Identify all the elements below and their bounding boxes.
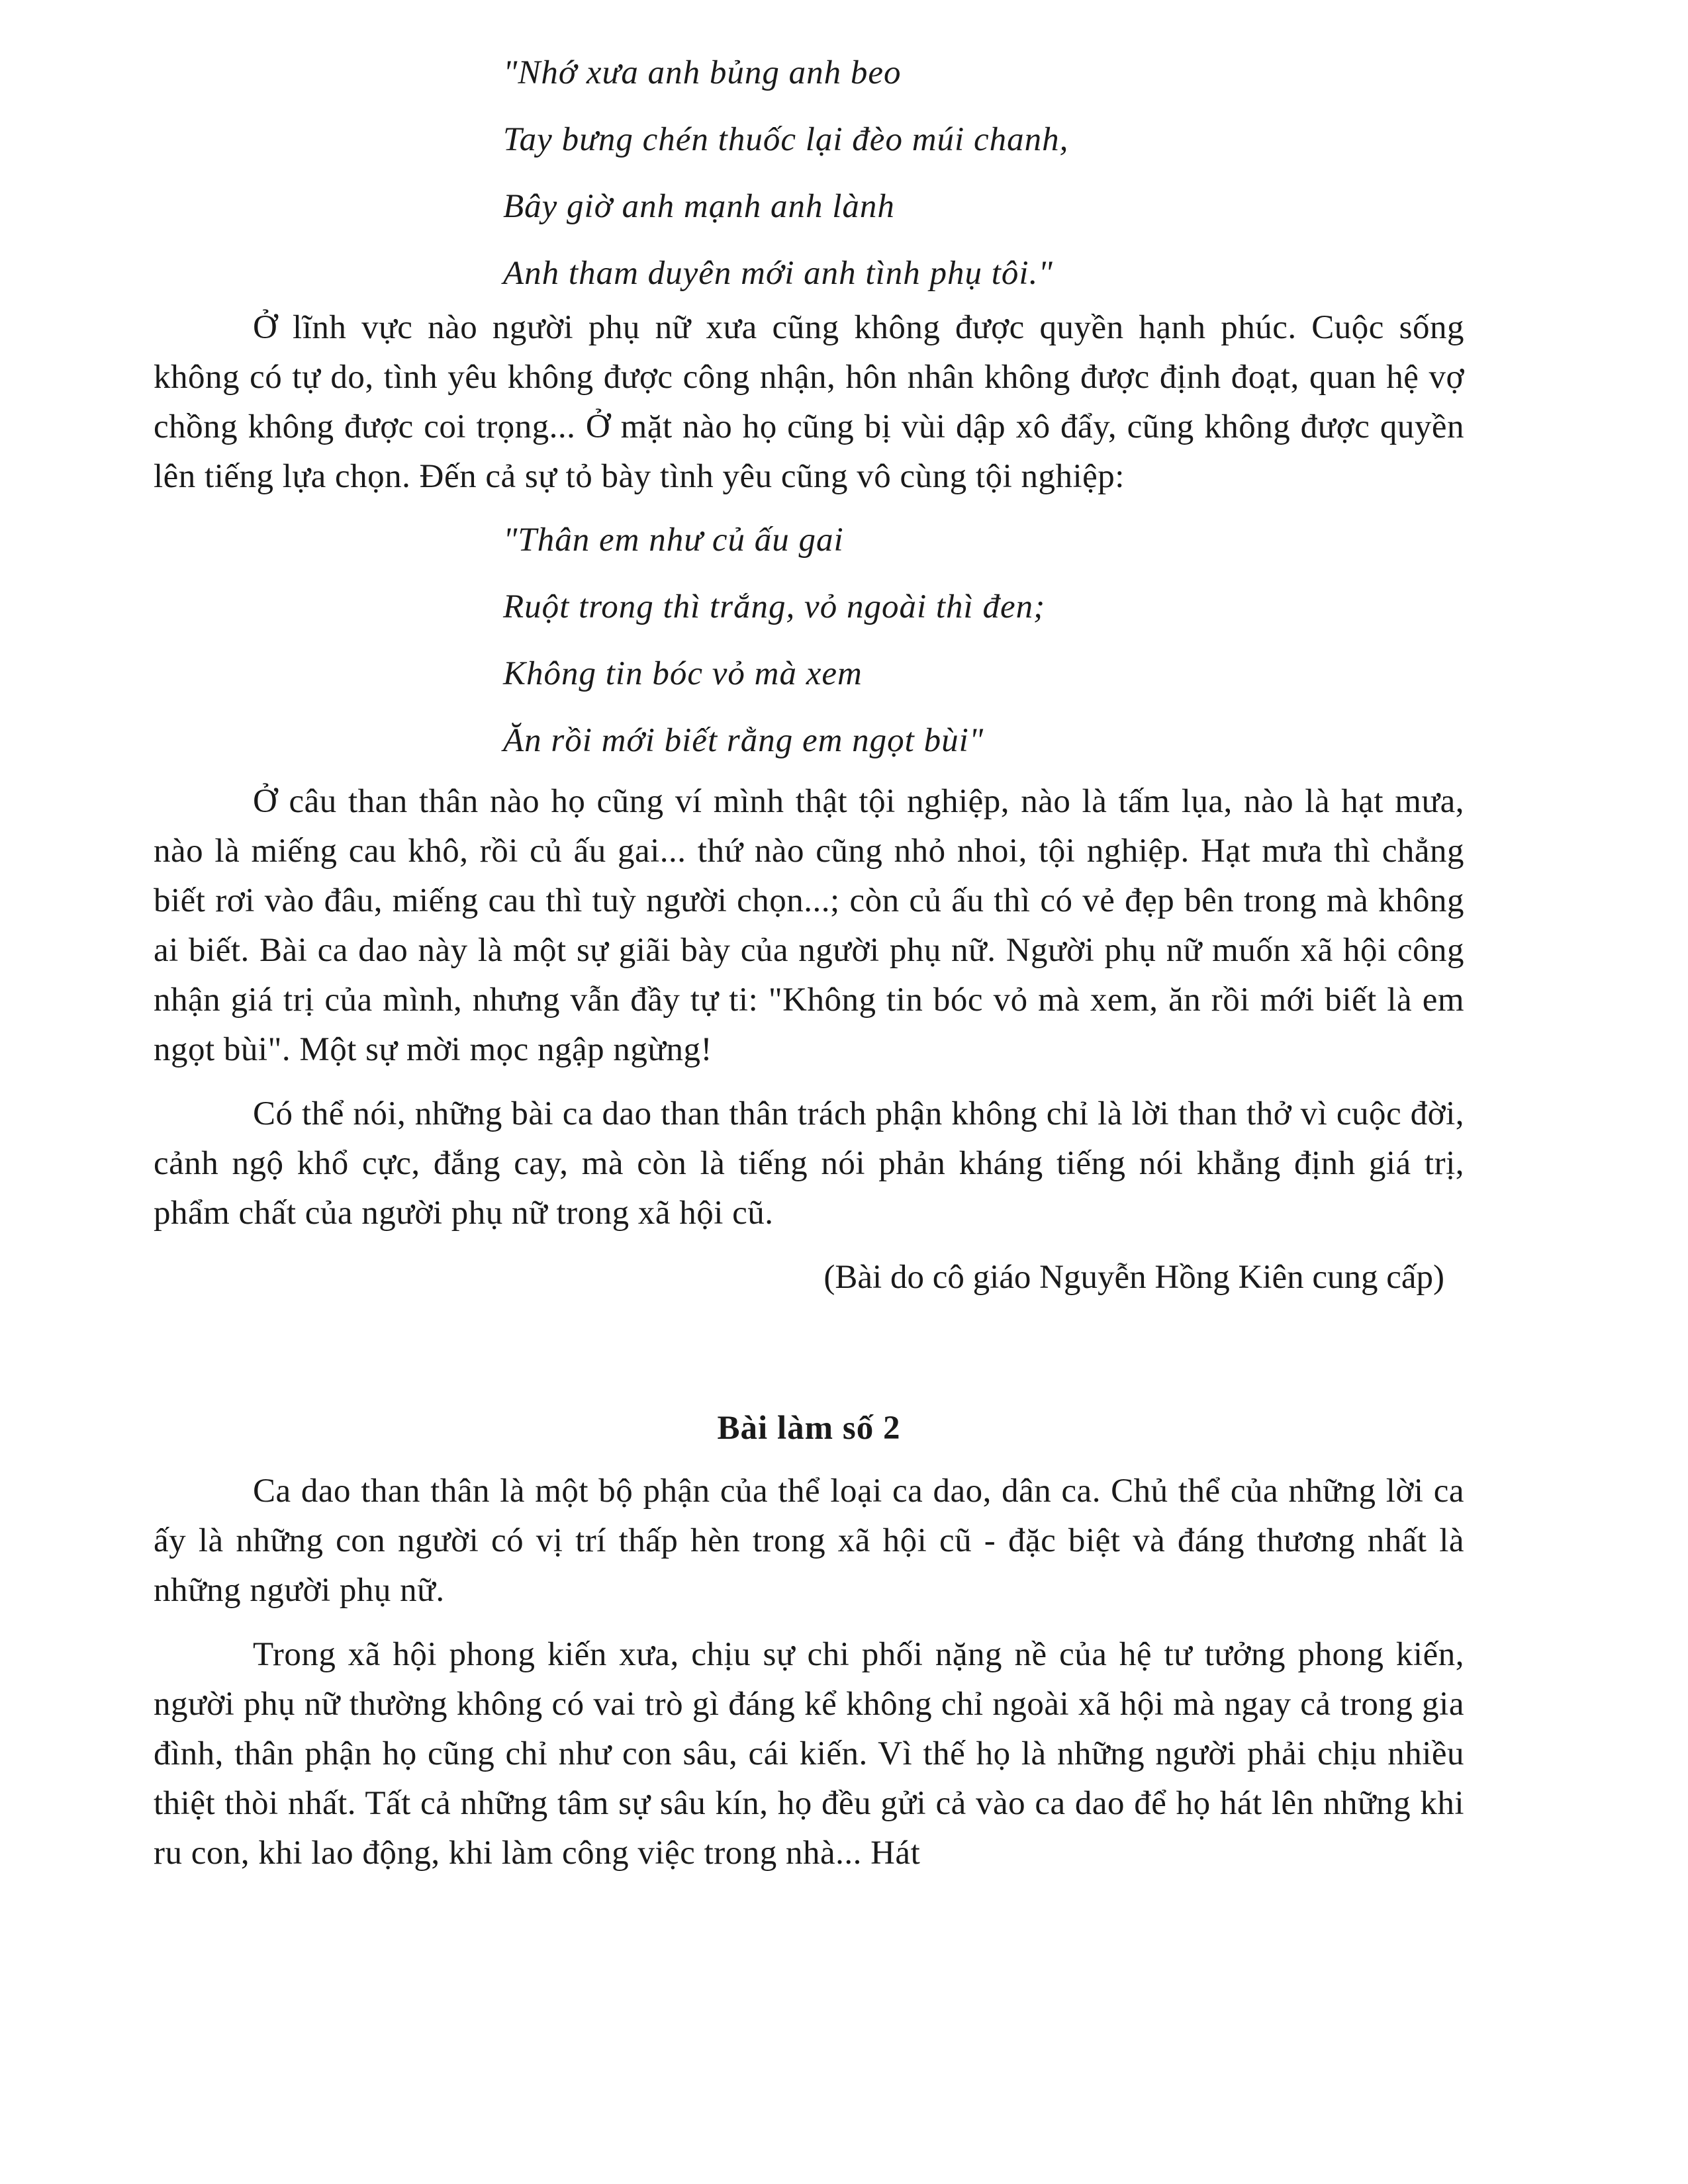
attribution: (Bài do cô giáo Nguyễn Hồng Kiên cung cấp) (823, 1259, 1444, 1296)
paragraph-2: Ở câu than thân nào họ cũng ví mình thật tội nghiệp, nào là tấm lụa, nào là hạt mưa, nào là miếng cau khô, rồi củ ấu gai... thứ nào cũng nhỏ nhoi, tội nghiệp. Hạt mưa thì chẳng biết rơi vào đâu, miếng cau thì tuỳ người chọn...; còn củ ấu thì có vẻ đẹp bên trong mà không ai biết. Bài ca dao này là một sự giãi bày của người phụ nữ. Người phụ nữ muốn xã hội công nhận giá trị của mình, nhưng vẫn đầy tự ti: "Không tin bóc vỏ mà xem, ăn rồi mới biết là em ngọt bùi". Một sự mời mọc ngập ngừng! (154, 783, 1464, 1068)
paragraph-1: Ở lĩnh vực nào người phụ nữ xưa cũng không được quyền hạnh phúc. Cuộc sống không có tự do, tình yêu không được công nhận, hôn nhân không được định đoạt, quan hệ vợ chồng không được coi trọng... Ở mặt nào họ cũng bị vùi dập xô đẩy, cũng không được quyền lên tiếng lựa chọn. Đến cả sự tỏ bày tình yêu cũng vô cùng tội nghiệp: (154, 309, 1464, 495)
paragraph-4: Ca dao than thân là một bộ phận của thể loại ca dao, dân ca. Chủ thể của những lời ca ấy là những con người có vị trí thấp hèn trong xã hội cũ - đặc biệt và đáng thương nhất là những người phụ nữ. (154, 1473, 1464, 1609)
poem-line: "Nhớ xưa anh bủng anh beo (503, 54, 902, 91)
poem-line: Ruột trong thì trắng, vỏ ngoài thì đen; (503, 588, 1046, 625)
poem-line: Không tin bóc vỏ mà xem (503, 655, 863, 692)
book-page (154, 40, 1464, 1878)
poem-stanza-1 (154, 40, 1464, 307)
poem-stanza-2 (154, 507, 1464, 774)
poem-line: Tay bưng chén thuốc lại đèo múi chanh, (503, 121, 1069, 158)
section-heading: Bài làm số 2 (717, 1410, 901, 1447)
poem-line: Ăn rồi mới biết rằng em ngọt bùi" (503, 722, 984, 759)
poem-line: Anh tham duyên mới anh tình phụ tôi." (503, 255, 1053, 292)
paragraph-3: Có thể nói, những bài ca dao than thân trách phận không chỉ là lời than thở vì cuộc đời, cảnh ngộ khổ cực, đắng cay, mà còn là tiếng nói phản kháng tiếng nói khẳng định giá trị, phẩm chất của người phụ nữ trong xã hội cũ. (154, 1095, 1464, 1232)
paragraph-5: Trong xã hội phong kiến xưa, chịu sự chi phối nặng nề của hệ tư tưởng phong kiến, người phụ nữ thường không có vai trò gì đáng kể không chỉ ngoài xã hội mà ngay cả trong gia đình, thân phận họ cũng chỉ như con sâu, cái kiến. Vì thế họ là những người phải chịu nhiều thiệt thòi nhất. Tất cả những tâm sự sâu kín, họ đều gửi cả vào ca dao để họ hát lên những khi ru con, khi lao động, khi làm công việc trong nhà... Hát (154, 1636, 1464, 1872)
poem-line: "Thân em như củ ấu gai (503, 522, 844, 559)
poem-line: Bây giờ anh mạnh anh lành (503, 188, 895, 225)
